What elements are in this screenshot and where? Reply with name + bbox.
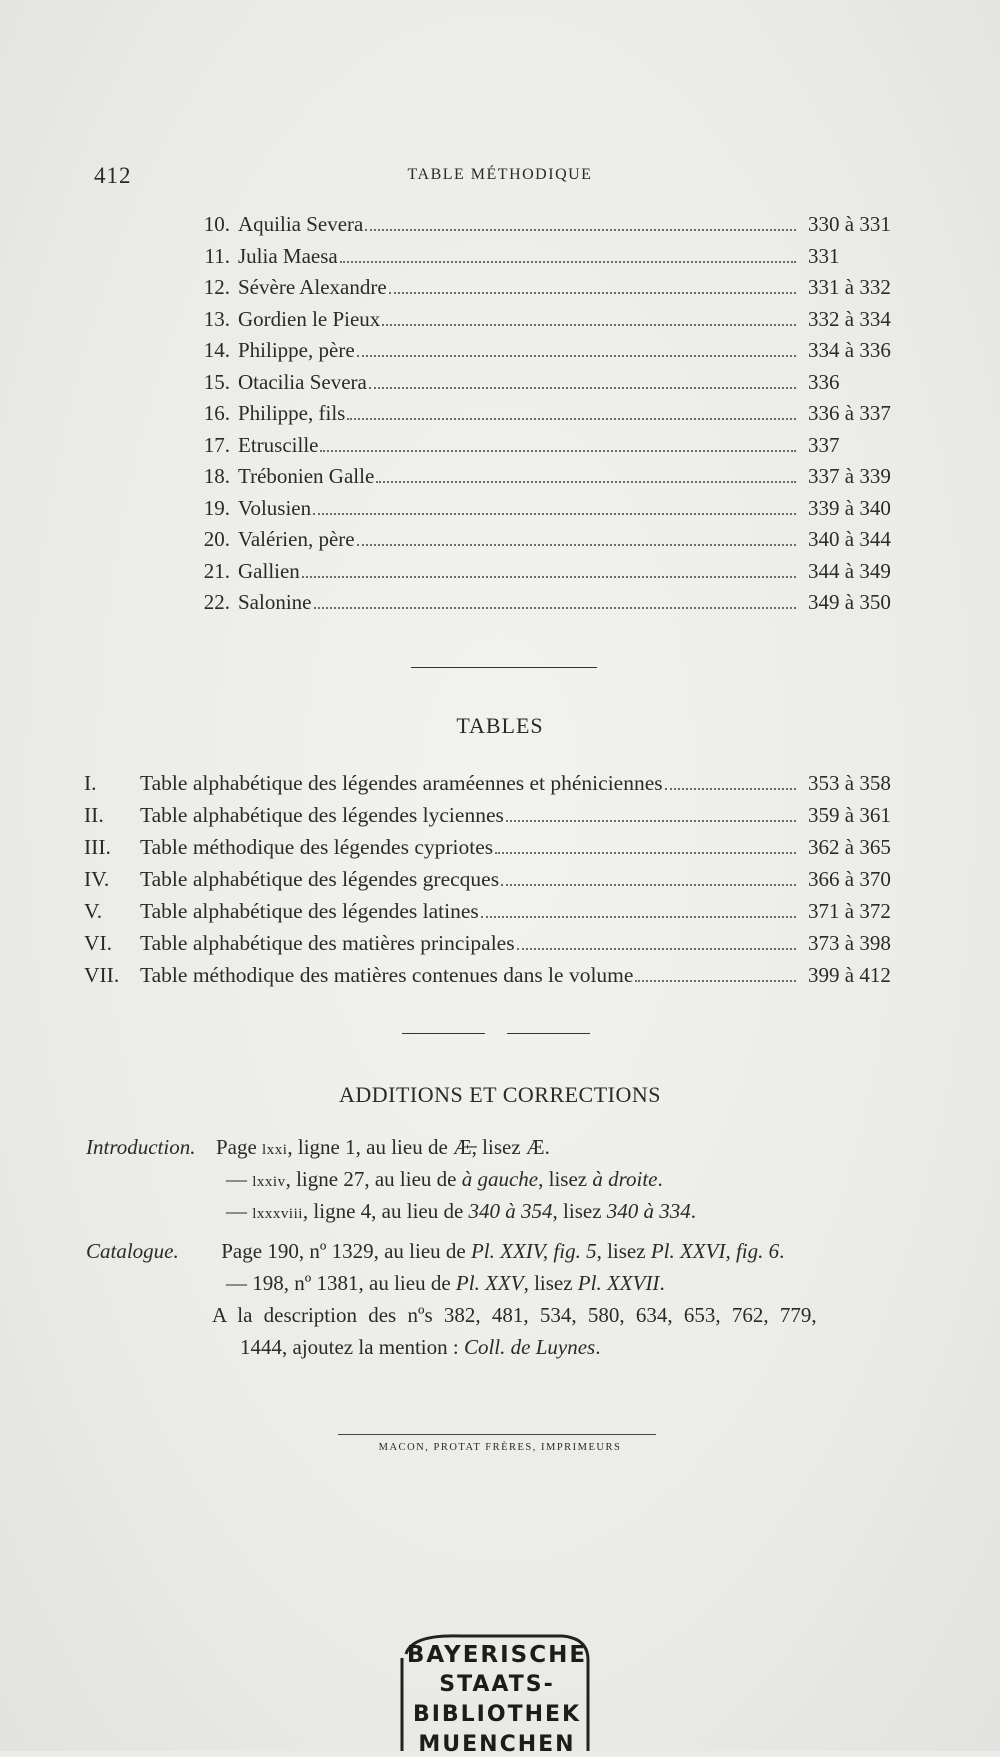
toc-entry	[186, 559, 918, 591]
leader-dots	[357, 355, 796, 357]
toc-entry-name: Philippe, père	[238, 338, 355, 362]
table-entry	[84, 899, 918, 931]
toc-entry-number: 13.	[203, 306, 230, 331]
toc-entry	[186, 307, 918, 339]
table-entry	[84, 771, 918, 803]
toc-entry-name: Gordien le Pieux	[238, 306, 381, 331]
toc-entry-name: Gallien	[238, 558, 300, 583]
running-title: TABLE MÉTHODIQUE	[407, 166, 593, 183]
table-entry-number: VII.	[84, 963, 120, 987]
stamp-line-4: MUENCHEN	[418, 1732, 576, 1757]
toc-entry-name: Volusien	[238, 495, 312, 520]
toc-entry	[186, 527, 918, 559]
library-stamp	[392, 1632, 602, 1757]
toc-entries-list	[186, 212, 918, 622]
toc-entry-pages: 331	[808, 243, 840, 268]
leader-dots	[357, 544, 796, 546]
additions-catalogue-line-3: A la description des nºs 382, 481, 534, 580, 634, 653, 762, 779,	[212, 1303, 817, 1327]
toc-entry-pages: 332 à 334	[808, 306, 891, 331]
toc-entry-number: 12.	[203, 275, 230, 299]
toc-entry-pages: 331 à 332	[808, 275, 891, 299]
leader-dots	[320, 450, 796, 452]
leader-dots	[369, 387, 796, 389]
toc-entry	[186, 244, 918, 276]
toc-entry	[186, 464, 918, 496]
toc-entry-pages: 336 à 337	[808, 401, 891, 425]
table-entry-name: Table alphabétique des légendes latines	[140, 899, 479, 923]
table-entry-name: Table alphabétique des matières principales	[140, 931, 515, 955]
leader-dots	[365, 229, 796, 231]
printer-imprint: MACON, PROTAT FRÈRES, IMPRIMEURS	[378, 1442, 622, 1453]
leader-dots	[347, 418, 796, 420]
table-entry-pages: 359 à 361	[808, 803, 891, 827]
table-entry-name: Table alphabétique des légendes lyciennes	[140, 803, 504, 827]
toc-entry-pages: 337	[808, 432, 840, 457]
toc-entry	[186, 212, 918, 244]
toc-entry-name: Aquilia Severa	[238, 212, 364, 236]
additions-catalogue-line-4: 1444, ajoutez la mention : Coll. de Luynes.	[240, 1335, 601, 1359]
additions-catalogue-line-2: — 198, nº 1381, au lieu de Pl. XXV, lisez Pl. XXVII.	[226, 1271, 665, 1295]
leader-dots	[501, 884, 796, 886]
toc-entry	[186, 275, 918, 307]
toc-entry-number: 11.	[204, 243, 230, 268]
toc-entry-name: Valérien, père	[238, 527, 355, 551]
table-entry-name: Table méthodique des matières contenues dans le volume	[140, 963, 634, 987]
toc-entry-number: 20.	[203, 527, 230, 551]
toc-entry-number: 10.	[203, 212, 230, 236]
toc-entry-number: 15.	[203, 369, 230, 394]
imprint-rule	[338, 1434, 656, 1435]
tables-heading: TABLES	[456, 713, 544, 738]
leader-dots	[481, 916, 796, 918]
toc-entry	[186, 338, 918, 370]
table-entry	[84, 835, 918, 867]
leader-dots	[495, 852, 796, 854]
table-entry	[84, 931, 918, 963]
table-entry-number: II.	[84, 803, 104, 827]
toc-entry-pages: 330 à 331	[808, 212, 891, 236]
toc-entry-pages: 336	[808, 369, 840, 394]
catalogue-label: Catalogue.	[86, 1239, 179, 1263]
additions-heading: ADDITIONS ET CORRECTIONS	[338, 1082, 662, 1107]
table-entry-name: Table alphabétique des légendes grecques	[140, 867, 500, 891]
leader-dots	[313, 513, 796, 515]
leader-dots	[506, 820, 796, 822]
toc-entry-name: Julia Maesa	[238, 243, 338, 268]
table-entry-name: Table alphabétique des légendes araméennes et phéniciennes	[140, 771, 663, 795]
table-entry-pages: 362 à 365	[808, 835, 891, 859]
toc-entry-pages: 339 à 340	[808, 495, 891, 520]
leader-dots	[665, 788, 796, 790]
stamp-line-2: STAATS-	[439, 1672, 555, 1697]
leader-dots	[382, 324, 796, 326]
section-divider	[411, 667, 597, 668]
table-entry	[84, 803, 918, 835]
toc-entry-name: Trébonien Galle	[238, 464, 375, 488]
toc-entry-number: 19.	[203, 495, 230, 520]
toc-entry	[186, 496, 918, 528]
toc-entry-name: Sévère Alexandre	[238, 275, 387, 299]
table-entry-pages: 366 à 370	[808, 867, 891, 891]
toc-entry-number: 18.	[203, 464, 230, 488]
additions-catalogue-line-1: Catalogue. Page 190, nº 1329, au lieu de Pl. XXIV, fig. 5, lisez Pl. XXVI, fig. 6.	[86, 1239, 785, 1263]
toc-entry-pages: 349 à 350	[808, 590, 891, 614]
table-entry-pages: 373 à 398	[808, 931, 891, 955]
tables-list	[84, 771, 918, 995]
table-entry	[84, 963, 918, 995]
toc-entry-number: 16.	[203, 401, 230, 425]
toc-entry	[186, 590, 918, 622]
leader-dots	[376, 481, 796, 483]
table-entry-name: Table méthodique des légendes cypriotes	[140, 835, 494, 859]
toc-entry-number: 22.	[203, 590, 230, 614]
toc-entry-number: 21.	[203, 558, 230, 583]
toc-entry-number: 14.	[203, 338, 230, 362]
toc-entry	[186, 370, 918, 402]
leader-dots	[635, 980, 796, 982]
leader-dots	[517, 948, 796, 950]
toc-entry-pages: 337 à 339	[808, 464, 891, 488]
additions-intro-line-2: — lxxiv, ligne 27, au lieu de à gauche, lisez à droite.	[226, 1167, 663, 1191]
toc-entry-name: Otacilia Severa	[238, 369, 367, 394]
toc-entry-name: Philippe, fils	[238, 401, 346, 425]
page-header	[94, 163, 906, 193]
toc-entry-pages: 340 à 344	[808, 527, 891, 551]
leader-dots	[389, 292, 796, 294]
page-number: 412	[94, 163, 132, 188]
leader-dots	[340, 261, 796, 263]
toc-entry-name: Salonine	[238, 590, 312, 614]
stamp-line-3: BIBLIOTHEK	[412, 1702, 582, 1727]
leader-dots	[314, 607, 797, 609]
additions-intro-line-1: Introduction. Page lxxi, ligne 1, au lieu de Æ̶, lisez Æ.	[86, 1135, 550, 1159]
table-entry-number: I.	[84, 771, 97, 795]
table-entry-number: V.	[84, 899, 103, 923]
toc-entry-pages: 334 à 336	[808, 338, 891, 362]
table-entry-pages: 371 à 372	[808, 899, 891, 923]
toc-entry	[186, 433, 918, 465]
section-divider-double	[402, 1033, 590, 1035]
additions-intro-line-3: — lxxxviii, ligne 4, au lieu de 340 à 354, lisez 340 à 334.	[226, 1199, 697, 1223]
table-entry-number: III.	[84, 835, 111, 859]
stamp-line-1: BAYERISCHE	[406, 1642, 588, 1668]
table-entry-number: IV.	[84, 867, 110, 891]
leader-dots	[302, 576, 796, 578]
table-entry-pages: 399 à 412	[808, 963, 891, 987]
table-entry	[84, 867, 918, 899]
toc-entry	[186, 401, 918, 433]
table-entry-number: VI.	[84, 931, 113, 955]
intro-label: Introduction.	[86, 1135, 196, 1159]
table-entry-pages: 353 à 358	[808, 771, 891, 795]
toc-entry-pages: 344 à 349	[808, 558, 891, 583]
toc-entry-name: Etruscille	[238, 432, 319, 457]
toc-entry-number: 17.	[203, 432, 230, 457]
